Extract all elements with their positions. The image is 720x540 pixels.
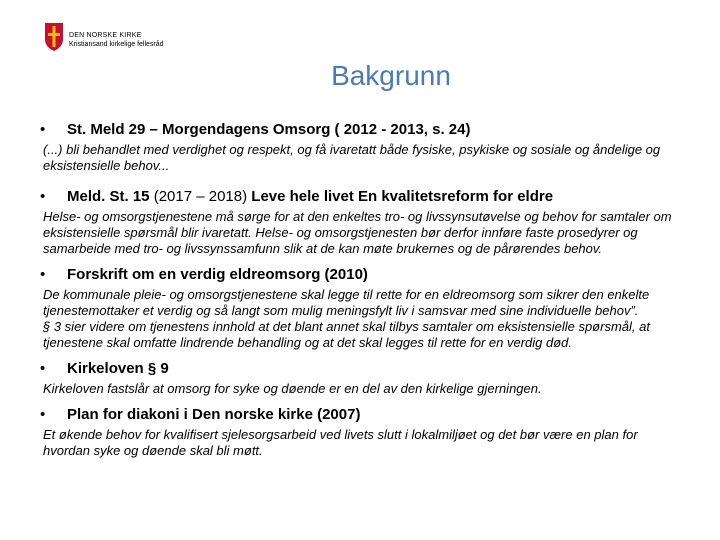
org-label <box>69 31 164 49</box>
bullet-body: De kommunale pleie- og omsorgstjenestene skal legge til rette for en eldreomsorg som sikrer den enkelte tjenestemottaker et verdig og så langt som mulig meningsfylt liv i samsvar med sine individuelle behov”. <box>43 287 650 318</box>
bullet-heading: • Forskrift om en verdig eldreomsorg (2010) <box>40 266 368 283</box>
bullet-body: § 3 sier videre om tjenestens innhold at det blant annet skal tilbys samtaler om eksistensielle spørsmål, at tjenestene skal omfatte lindrende behandling og at det skal legges til rette for en verdig død. <box>43 319 650 350</box>
bullet-heading: • Plan for diakoni i Den norske kirke (2007) <box>40 406 361 423</box>
bullet-heading: • St. Meld 29 – Morgendagens Omsorg ( 2012 - 2013, s. 24) <box>40 121 471 138</box>
church-shield-icon <box>44 22 64 52</box>
org-subtitle: Kristiansand kirkelige fellesråd <box>69 41 164 48</box>
bullet-heading: • Meld. St. 15 (2017 – 2018) Leve hele livet En kvalitetsreform for eldre <box>40 188 554 205</box>
slide-content <box>40 120 683 459</box>
bullet-body: Et økende behov for kvalifisert sjelesorgsarbeid ved livets slutt i lokalmiljøet og det bør være en plan for hvordan syke og døende skal bli møtt. <box>43 427 638 458</box>
bullet-heading: • Kirkeloven § 9 <box>40 360 169 377</box>
bullet-body: (...) bli behandlet med verdighet og respekt, og få ivaretatt både fysiske, psykiske og sosiale og åndelige og eksistensielle behov... <box>43 142 661 173</box>
org-name: DEN NORSKE KIRKE <box>69 32 142 39</box>
slide-title: Bakgrunn <box>331 60 451 91</box>
bullet-body: Helse- og omsorgstjenestene må sørge for at den enkeltes tro- og livssynsutøvelse og behov for samtaler om eksistensielle spørsmål blir ivaretatt. Helse- og omsorgstjenesten bør derfor innføre faste prosedyrer og samarbeide med tro- og livssynssamfunn slik at de kan møte brukernes og de pårørendes behov. <box>43 209 672 256</box>
bullet-body: Kirkeloven fastslår at omsorg for syke og døende er en del av den kirkelige gjerningen. <box>43 381 542 396</box>
